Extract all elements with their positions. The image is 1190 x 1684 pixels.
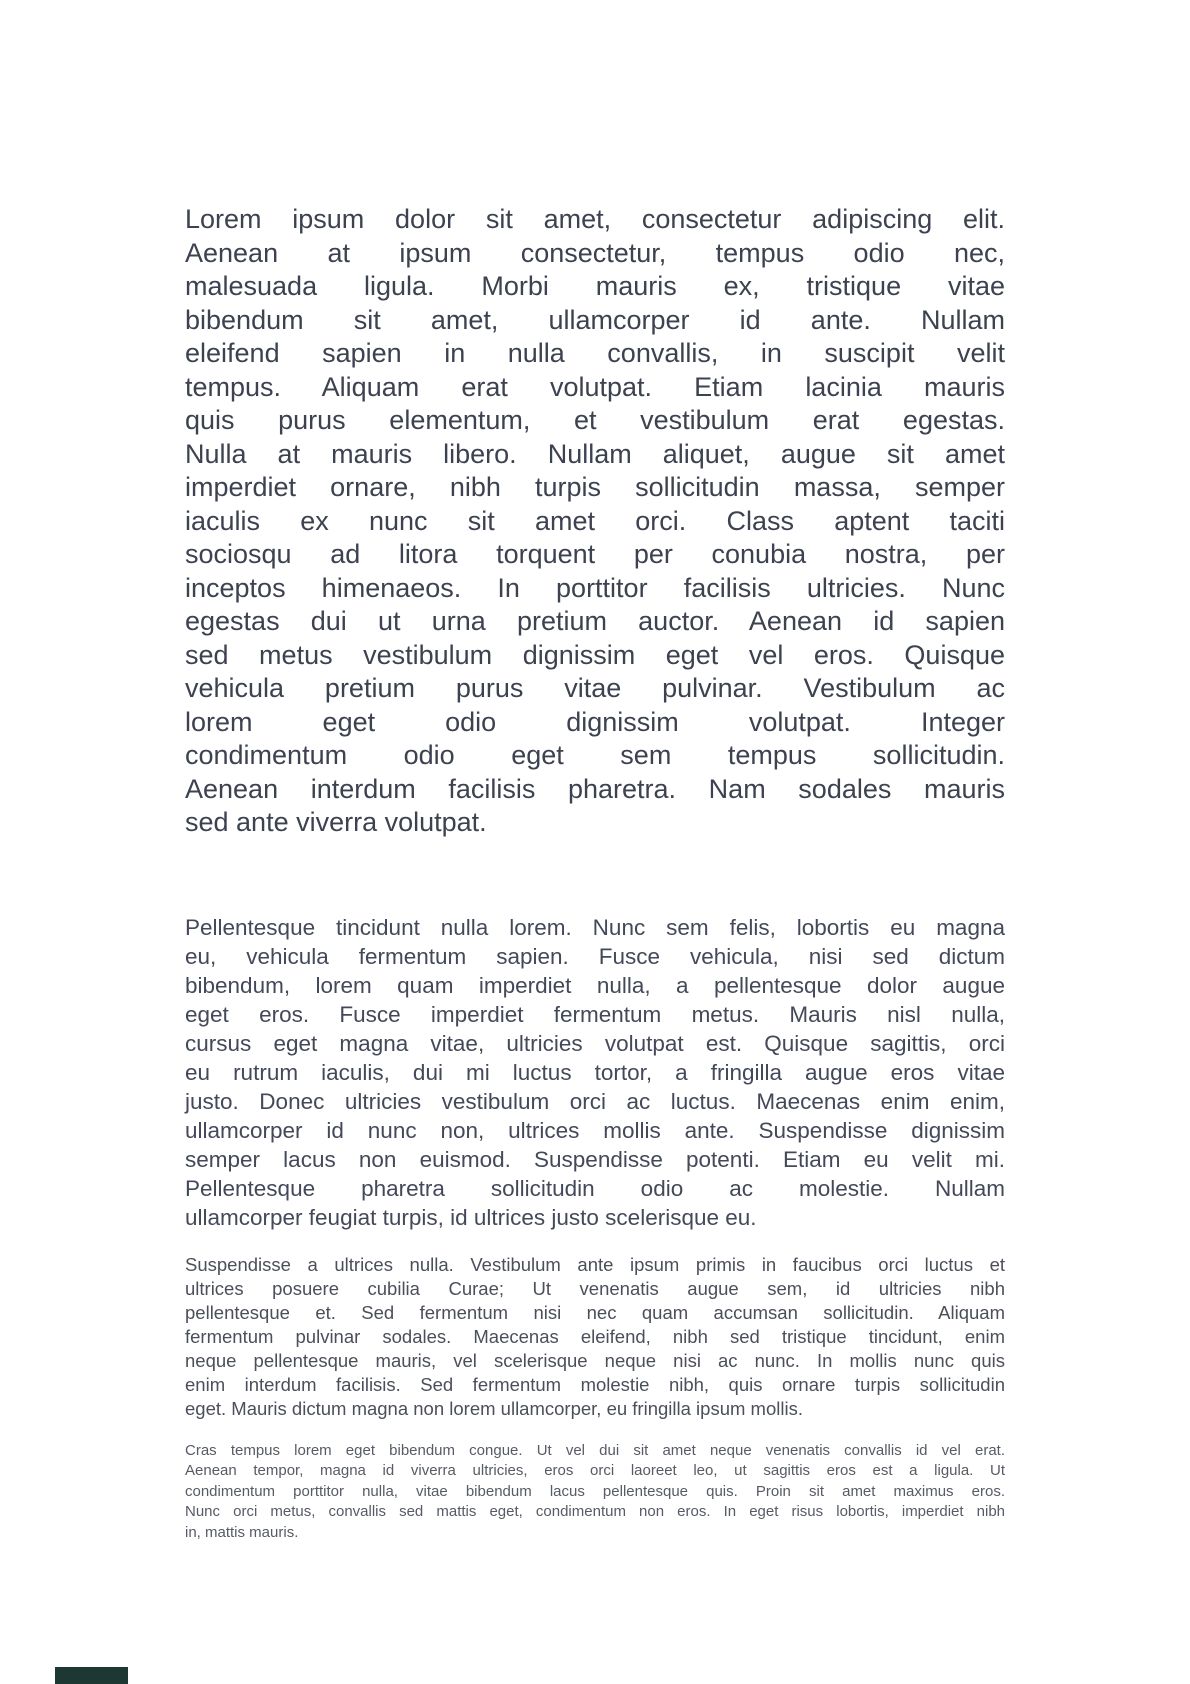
text-line: lorem eget odio dignissim volutpat. Integer	[185, 706, 1005, 737]
text-line: neque pellentesque mauris, vel scelerisque neque nisi ac nunc. In mollis nunc quis	[185, 1349, 1005, 1371]
text-line: inceptos himenaeos. In porttitor facilisis ultricies. Nunc	[185, 572, 1005, 603]
text-line: sed metus vestibulum dignissim eget vel eros. Quisque	[185, 639, 1005, 670]
paragraph-2	[185, 913, 1005, 1232]
text-line: sociosqu ad litora torquent per conubia nostra, per	[185, 539, 1005, 569]
text-line: Aenean interdum facilisis pharetra. Nam sodales mauris	[185, 773, 1005, 804]
text-line: Cras tempus lorem eget bibendum congue. Ut vel dui sit amet neque venenatis convallis id vel erat.	[185, 1441, 1005, 1459]
document-page	[185, 203, 1005, 1543]
text-line: Nunc orci metus, convallis sed mattis eget, condimentum non eros. In eget risus lobortis, imperdiet nibh	[185, 1503, 1005, 1520]
text-line: bibendum sit amet, ullamcorper id ante. Nullam	[185, 304, 1005, 335]
text-line: pellentesque et. Sed fermentum nisi nec quam accumsan sollicitudin. Aliquam	[185, 1301, 1005, 1323]
text-line: semper lacus non euismod. Suspendisse potenti. Etiam eu velit mi.	[185, 1146, 1005, 1172]
paragraph-3	[185, 1253, 1005, 1421]
paragraph-4	[185, 1441, 1005, 1544]
text-line: Aenean at ipsum consectetur, tempus odio nec,	[185, 237, 1005, 268]
text-line: bibendum, lorem quam imperdiet nulla, a pellentesque dolor augue	[185, 972, 1005, 998]
text-line: enim interdum facilisis. Sed fermentum molestie nibh, quis ornare turpis sollicitudin	[185, 1373, 1005, 1395]
text-line: justo. Donec ultricies vestibulum orci ac luctus. Maecenas enim enim,	[185, 1088, 1005, 1114]
text-line: cursus eget magna vitae, ultricies volutpat est. Quisque sagittis, orci	[185, 1030, 1005, 1056]
text-line: condimentum porttitor nulla, vitae bibendum lacus pellentesque quis. Proin sit amet maximus eros.	[185, 1482, 1005, 1500]
text-line: imperdiet ornare, nibh turpis sollicitudin massa, semper	[185, 472, 1005, 502]
text-line: Pellentesque pharetra sollicitudin odio ac molestie. Nullam	[185, 1175, 1005, 1201]
text-line: tempus. Aliquam erat volutpat. Etiam lacinia mauris	[185, 371, 1005, 402]
text-line: ullamcorper id nunc non, ultrices mollis ante. Suspendisse dignissim	[185, 1117, 1005, 1143]
paragraph-1	[185, 203, 1005, 840]
text-line: Lorem ipsum dolor sit amet, consectetur adipiscing elit.	[185, 204, 1005, 234]
text-line: egestas dui ut urna pretium auctor. Aenean id sapien	[185, 606, 1005, 636]
text-line: sed ante viverra volutpat.	[185, 807, 487, 837]
text-line: Aenean tempor, magna id viverra ultricies, eros orci laoreet leo, ut sagittis eros est a ligula. Ut	[185, 1462, 1005, 1479]
text-line: fermentum pulvinar sodales. Maecenas eleifend, nibh sed tristique tincidunt, enim	[185, 1325, 1005, 1347]
text-line: eget. Mauris dictum magna non lorem ullamcorper, eu fringilla ipsum mollis.	[185, 1397, 803, 1419]
text-line: iaculis ex nunc sit amet orci. Class aptent taciti	[185, 505, 1005, 536]
text-line: in, mattis mauris.	[185, 1523, 299, 1541]
text-line: quis purus elementum, et vestibulum erat egestas.	[185, 405, 1005, 435]
text-line: malesuada ligula. Morbi mauris ex, tristique vitae	[185, 271, 1005, 301]
text-line: eu, vehicula fermentum sapien. Fusce vehicula, nisi sed dictum	[185, 943, 1005, 969]
text-line: vehicula pretium purus vitae pulvinar. Vestibulum ac	[185, 673, 1005, 703]
text-line: eleifend sapien in nulla convallis, in suscipit velit	[185, 338, 1005, 368]
text-line: eu rutrum iaculis, dui mi luctus tortor, a fringilla augue eros vitae	[185, 1059, 1005, 1085]
text-line: eget eros. Fusce imperdiet fermentum metus. Mauris nisl nulla,	[185, 1001, 1005, 1027]
text-line: condimentum odio eget sem tempus sollicitudin.	[185, 740, 1005, 770]
text-line: ullamcorper feugiat turpis, id ultrices justo scelerisque eu.	[185, 1204, 757, 1230]
text-line: Nulla at mauris libero. Nullam aliquet, augue sit amet	[185, 438, 1005, 469]
text-line: Pellentesque tincidunt nulla lorem. Nunc sem felis, lobortis eu magna	[185, 914, 1005, 940]
text-line: Suspendisse a ultrices nulla. Vestibulum ante ipsum primis in faucibus orci luctus et	[185, 1253, 1005, 1275]
text-line: ultrices posuere cubilia Curae; Ut venenatis augue sem, id ultricies nibh	[185, 1277, 1005, 1299]
footer-bar	[55, 1667, 128, 1684]
